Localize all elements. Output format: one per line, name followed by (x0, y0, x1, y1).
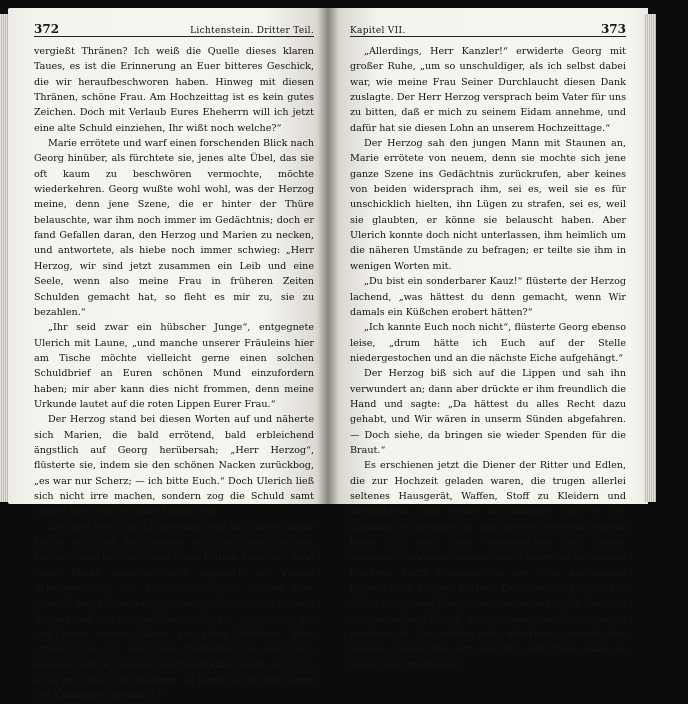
paragraph: Der Herzog biß sich auf die Lippen und sah ihn verwundert an; dann aber drückte er ihm freundlich die Hand und sagte: „Da hättest du alles Recht dazu gehabt, und Wir wären in unserm Sünden abgefahren. — Doch siehe, da bringen sie wieder Spenden für die Braut.“ (350, 368, 626, 456)
right-page-text (350, 44, 626, 673)
paragraph: „Allerdings, Herr Kanzler!“ erwiderte Georg mit großer Ruhe, „um so unschuldiger, als ich selbst dabei war, wie meine Frau Seiner Durchlaucht diesen Dank zuslagte. Der Herr Herzog versprach beim Vater für uns zu bitten, daß er mich zu seinem Eidam annehme, und dafür hat sie diesen Lohn an unserem Hochzeittage.“ (350, 46, 626, 134)
paragraph: Der Herzog sah den jungen Mann mit Staunen an, Marie errötete von neuem, denn sie mochte sich jene ganze Szene ins Gedächtnis zurückrufen, aber keines von beiden widersprach ihm, sei es, weil sie es für unschicklich hielten, ihn Lügen zu strafen, sei es, weil sie glaubten, er könne sie belauscht haben. Aber Ulerich konnte doch nicht unterlassen, ihm heimlich um die näheren Umstände zu befragen; er teilte sie ihm in wenigen Worten mit. (350, 138, 626, 272)
left-running-head: Lichtenstein. Dritter Teil. (190, 26, 314, 36)
paragraph: „Ihr seid zwar ein hübscher Junge“, entgegnete Ulerich mit Laune, „und manche unserer Fräuleins hier am Tische möchte vielleicht gerne einen solchen Schuldbrief an Euren schönen Mund einzufordern haben; mir aber kann dies nicht frommen, denn meine Urkunde lautet auf die roten Lippen Eurer Frau.“ (34, 322, 314, 410)
paragraph: Der alte Herr von Lichtenstein sah bei dieser Szene finster bald auf den Herzog, bald auf seine Tochter, vielleicht mochte ihm Ulerich von Hutten beifallen, denn seine Blicke streiften auch ängstlich auf seinen Schwiegersohn. Der Kanzler Ambrosius Volland aber schaute mit höhnischer Schadenfreude aus den grünen Äuglein auf den jungen Mann; „Hi, hi“, rief er ihm zu; „ich lerne meinen Herrn gut gutes Wohlsein. Eine schöne Frau ist eine gute Wirtschaft in aller Not; wünsche Glück, liebster, wertgeschätzter Herr; hi! hi! 's ist ja auch was Unschuldiges, so lange es vor den Augen des Ehemanns geschieht.“ (34, 521, 314, 702)
right-page-edges (644, 14, 656, 502)
paragraph: Der Herzog stand bei diesen Worten auf und näherte sich Marien, die bald errötend, bald erbleichend ängstlich auf Georg herübersah; „Herr Herzog“, flüsterte sie, indem sie den schönen Nacken zurückbog, „es war nur Scherz; — ich bitte Euch.“ Doch Ulerich ließ sich nicht irre machen, sondern zog die Schuld samt Zinsen von ihren schönen Lippen ein. (34, 414, 314, 518)
paragraph: vergießt Thränen? Ich weiß die Quelle dieses klaren Taues, es ist die Erinnerung an Euer bitteres Geschick, die wir heraufbeschworen haben. Hinweg mit diesen Thränen, schöne Frau. Am Hochzeittag ist es kein gutes Zeichen. Doch mit Verlaub Eures Eheherrn will ich jetzt eine alte Schuld einziehen, Ihr wißt noch welche?“ (34, 46, 314, 134)
right-page (328, 8, 648, 671)
right-running-head: Kapitel VII. (350, 26, 406, 36)
paragraph: „Du bist ein sonderbarer Kauz!“ flüsterte der Herzog lachend, „was hättest du denn gemacht, wenn Wir damals ein Küßchen erobert hätten?“ (350, 276, 626, 318)
left-page-number: 372 (34, 22, 60, 36)
paragraph: Es erschienen jetzt die Diener der Ritter und Edlen, die zur Hochzeit geladen waren, die trugen allerlei seltenes Hausgerät, Waffen, Stoff zu Kleidern und dergleichen; man wußte zu Stuttgart, daß es der Liebling des Herzogs sei, dem dieses Fest gelte; darum hatte sich auch eine Gesandtschaft der Bürger eingestellt, ehrsame, angesehene Männer in schwarzen Kleidern, kurze Schwerter an der Seite, mit kurzen Haaren und langen Bärten. Der eine trug eine aus Silber getriebene Weinkanne, der andere einen Humpen aus demselben Metall, mit eingesetzten Schaumünzen geschmückt. Sie nahten sich ehrerbietig zuerst dem Herzog, verbeugten sich vor ihm, und traten dann zu Georg von Sturmfeder. (350, 460, 626, 671)
paragraph: Marie errötete und warf einen forschenden Blick nach Georg hinüber, als fürchtete sie, jenes alte Übel, das sie oft kaum zu beschwören vermochte, möchte wiederkehren. Georg wußte wohl wohl, was der Herzog meine, denn jene Szene, die er hinter der Thüre belauschte, war ihm noch immer im Gedächtnis; doch er fand Gefallen daran, den Herzog und Marien zu necken, und antwortete, als hiebe noch immer schwieg: „Herr Herzog, wir sind jetzt zusammen ein Leib und eine Seele, wenn also meine Frau in früheren Zeiten Schulden gemacht hat, so fleht es mir zu, sie zu bezahlen.“ (34, 138, 314, 318)
left-page (8, 8, 328, 702)
left-page-text (34, 44, 314, 704)
paragraph: „Ich kannte Euch noch nicht“, flüsterte Georg ebenso leise, „drum hätte ich Euch auf der Stelle niedergestochen und an die nächste Eiche aufgehängt.“ (350, 322, 626, 364)
right-running-header (350, 18, 626, 37)
book-spine-gutter (318, 8, 338, 504)
left-running-header (34, 18, 314, 37)
right-page-number: 373 (600, 22, 626, 36)
